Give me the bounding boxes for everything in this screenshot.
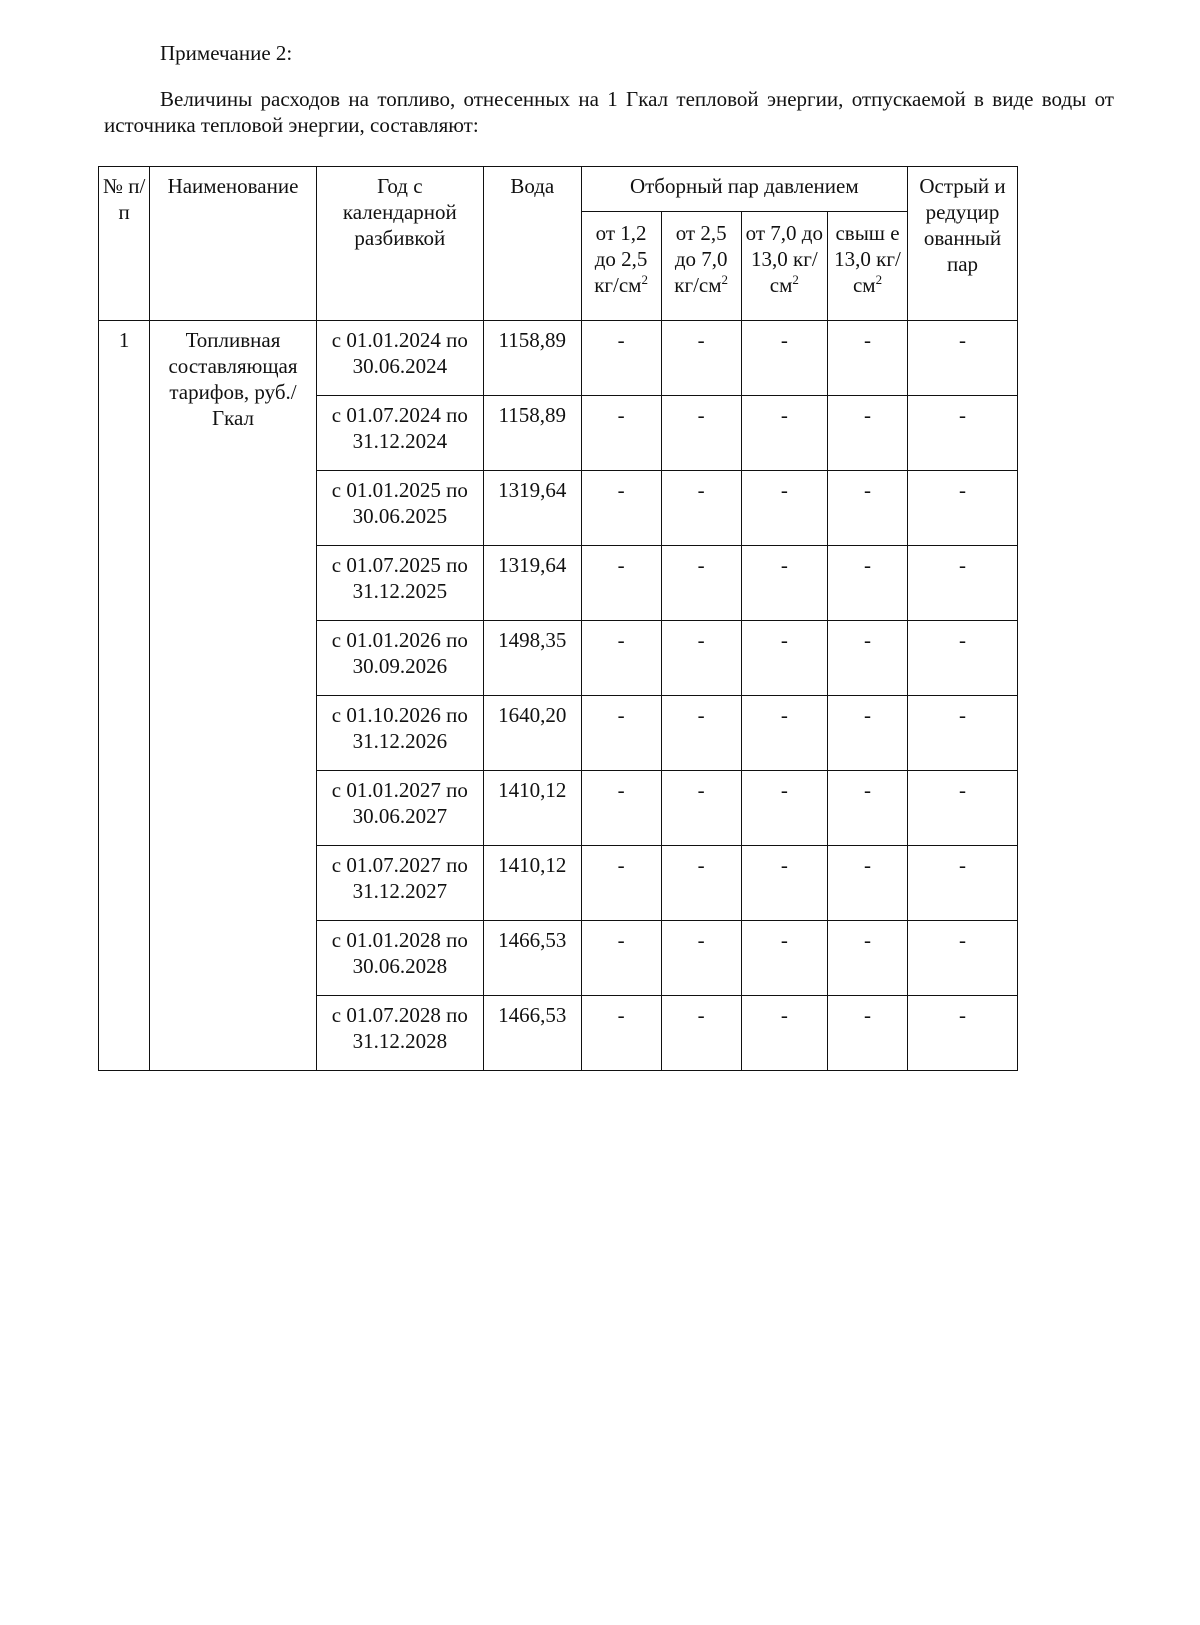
sharp-steam-cell: - [908,921,1018,996]
sharp-steam-cell: - [908,996,1018,1071]
period-cell: с 01.01.2025 по 30.06.2025 [316,471,483,546]
steam-3-cell: - [741,321,827,396]
steam-3-cell: - [741,771,827,846]
header-steam-2-unit: кг/см [674,273,722,297]
header-steam-1-unit: кг/см [594,273,642,297]
header-steam-2-unit-sup: 2 [721,272,729,287]
steam-3-cell: - [741,846,827,921]
steam-4-cell: - [827,621,907,696]
steam-4-cell: - [827,996,907,1071]
header-steam-4-unit-sup: 2 [875,272,883,287]
steam-1-cell: - [581,471,661,546]
steam-3-cell: - [741,396,827,471]
steam-2-cell: - [661,321,741,396]
water-cell: 1466,53 [484,921,582,996]
steam-1-cell: - [581,696,661,771]
water-cell: 1410,12 [484,846,582,921]
water-cell: 1158,89 [484,321,582,396]
sharp-steam-cell: - [908,546,1018,621]
steam-2-cell: - [661,846,741,921]
steam-1-cell: - [581,921,661,996]
steam-2-cell: - [661,621,741,696]
header-year: Год с календарной разбивкой [316,167,483,321]
steam-3-cell: - [741,996,827,1071]
header-steam-3-range: от 7,0 до 13,0 [745,221,823,271]
sharp-steam-cell: - [908,846,1018,921]
sharp-steam-cell: - [908,321,1018,396]
row-number: 1 [99,321,150,1071]
water-cell: 1319,64 [484,471,582,546]
steam-2-cell: - [661,996,741,1071]
sharp-steam-cell: - [908,771,1018,846]
period-cell: с 01.07.2024 по 31.12.2024 [316,396,483,471]
steam-1-cell: - [581,996,661,1071]
steam-1-cell: - [581,621,661,696]
steam-4-cell: - [827,396,907,471]
period-cell: с 01.01.2024 по 30.06.2024 [316,321,483,396]
row-name: Топливная составляющая тарифов, руб./Гкал [150,321,316,1071]
steam-1-cell: - [581,321,661,396]
water-cell: 1319,64 [484,546,582,621]
steam-2-cell: - [661,546,741,621]
water-cell: 1640,20 [484,696,582,771]
steam-3-cell: - [741,621,827,696]
period-cell: с 01.07.2027 по 31.12.2027 [316,846,483,921]
period-cell: с 01.07.2028 по 31.12.2028 [316,996,483,1071]
steam-3-cell: - [741,546,827,621]
header-steam-4-unit: кг/см [852,247,901,297]
fuel-cost-table [98,166,1018,1071]
steam-2-cell: - [661,771,741,846]
steam-2-cell: - [661,471,741,546]
period-cell: с 01.01.2026 по 30.09.2026 [316,621,483,696]
header-sharp-steam: Острый и редуцир ованный пар [908,167,1018,321]
header-steam-3-unit-sup: 2 [792,272,799,287]
intro-paragraph: Величины расходов на топливо, отнесенных на 1 Гкал тепловой энергии, отпускаемой в виде воды от источника тепловой энергии, составляют: [104,87,1114,137]
steam-3-cell: - [741,921,827,996]
header-steam-3-unit: кг/см [769,247,818,297]
header-steam-1 [581,212,661,321]
period-cell: с 01.01.2028 по 30.06.2028 [316,921,483,996]
note-title: Примечание 2: [160,41,293,65]
steam-4-cell: - [827,771,907,846]
water-cell: 1466,53 [484,996,582,1071]
steam-4-cell: - [827,321,907,396]
header-steam-4 [827,212,907,321]
steam-4-cell: - [827,921,907,996]
steam-1-cell: - [581,396,661,471]
sharp-steam-cell: - [908,696,1018,771]
sharp-steam-cell: - [908,396,1018,471]
header-num: № п/п [99,167,150,321]
period-cell: с 01.10.2026 по 31.12.2026 [316,696,483,771]
sharp-steam-cell: - [908,621,1018,696]
sharp-steam-cell: - [908,471,1018,546]
steam-4-cell: - [827,846,907,921]
steam-2-cell: - [661,696,741,771]
header-steam-2-range: от 2,5 до 7,0 [674,221,728,271]
water-cell: 1158,89 [484,396,582,471]
header-steam-3 [741,212,827,321]
table-row [99,321,1018,396]
header-steam-group: Отборный пар давлением [581,167,908,212]
steam-3-cell: - [741,696,827,771]
steam-1-cell: - [581,846,661,921]
period-cell: с 01.01.2027 по 30.06.2027 [316,771,483,846]
steam-1-cell: - [581,546,661,621]
header-steam-1-unit-sup: 2 [641,272,648,287]
header-steam-2 [661,212,741,321]
steam-3-cell: - [741,471,827,546]
header-water: Вода [484,167,582,321]
steam-2-cell: - [661,396,741,471]
header-steam-4-range: свыш е 13,0 [834,221,900,271]
steam-4-cell: - [827,471,907,546]
steam-4-cell: - [827,696,907,771]
water-cell: 1498,35 [484,621,582,696]
header-name: Наименование [150,167,316,321]
period-cell: с 01.07.2025 по 31.12.2025 [316,546,483,621]
steam-1-cell: - [581,771,661,846]
water-cell: 1410,12 [484,771,582,846]
header-steam-1-range: от 1,2 до 2,5 [594,221,648,271]
steam-2-cell: - [661,921,741,996]
steam-4-cell: - [827,546,907,621]
